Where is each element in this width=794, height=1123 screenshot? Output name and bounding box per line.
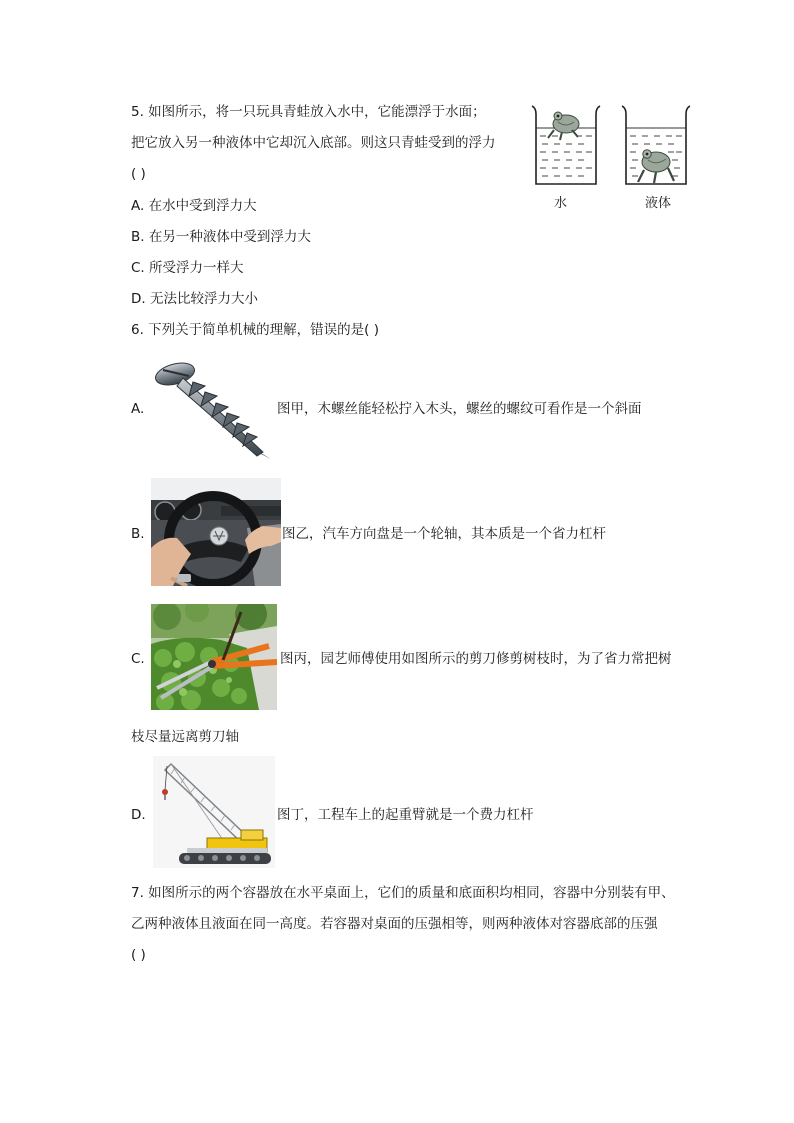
wood-screw-image — [153, 356, 275, 460]
q6-option-c-text-cont: 枝尽量远离剪刀轴 — [131, 729, 239, 745]
q5-answer-paren: ( ) — [131, 166, 146, 182]
q7-stem-line2: 乙两种液体且液面在同一高度。若容器对桌面的压强相等，则两种液体对容器底部的压强 — [131, 916, 658, 932]
q6-option-d-label: D. — [131, 807, 146, 823]
q6-option-c-text: 图丙，园艺师傅使用如图所示的剪刀修剪树枝时，为了省力常把树 — [280, 651, 672, 667]
crane-truck-image — [153, 756, 275, 868]
water-beaker — [532, 106, 600, 184]
q7-answer-paren: ( ) — [131, 947, 146, 963]
steering-wheel-image — [151, 478, 281, 586]
q5-option-d: D. 无法比较浮力大小 — [131, 291, 258, 307]
q5-option-b: B. 在另一种液体中受到浮力大 — [131, 229, 311, 245]
q6-option-b-label: B. — [131, 526, 145, 542]
q6-option-a-label: A. — [131, 401, 145, 417]
q6-option-b-text: 图乙，汽车方向盘是一个轮轴，其本质是一个省力杠杆 — [282, 526, 606, 542]
pruning-shears-image — [151, 604, 277, 710]
q6-stem: 6. 下列关于简单机械的理解，错误的是( ) — [131, 322, 379, 338]
q5-stem-line2: 把它放入另一种液体中它却沉入底部。则这只青蛙受到的浮力 — [131, 135, 496, 151]
liquid-caption: 液体 — [645, 196, 672, 211]
q5-option-c: C. 所受浮力一样大 — [131, 260, 244, 276]
q6-option-d-text: 图丁，工程车上的起重臂就是一个费力杠杆 — [277, 807, 534, 823]
liquid-beaker — [622, 106, 690, 184]
q5-stem-line1: 5. 如图所示，将一只玩具青蛙放入水中，它能漂浮于水面； — [131, 104, 486, 120]
q7-stem-line1: 7. 如图所示的两个容器放在水平桌面上，它们的质量和底面积均相同，容器中分别装有甲、 — [131, 885, 675, 901]
beakers-figure — [528, 104, 692, 188]
q5-option-a: A. 在水中受到浮力大 — [131, 198, 257, 214]
q6-option-c-label: C. — [131, 651, 145, 667]
water-caption: 水 — [554, 196, 568, 211]
q6-option-a-text: 图甲，木螺丝能轻松拧入木头，螺丝的螺纹可看作是一个斜面 — [277, 401, 642, 417]
